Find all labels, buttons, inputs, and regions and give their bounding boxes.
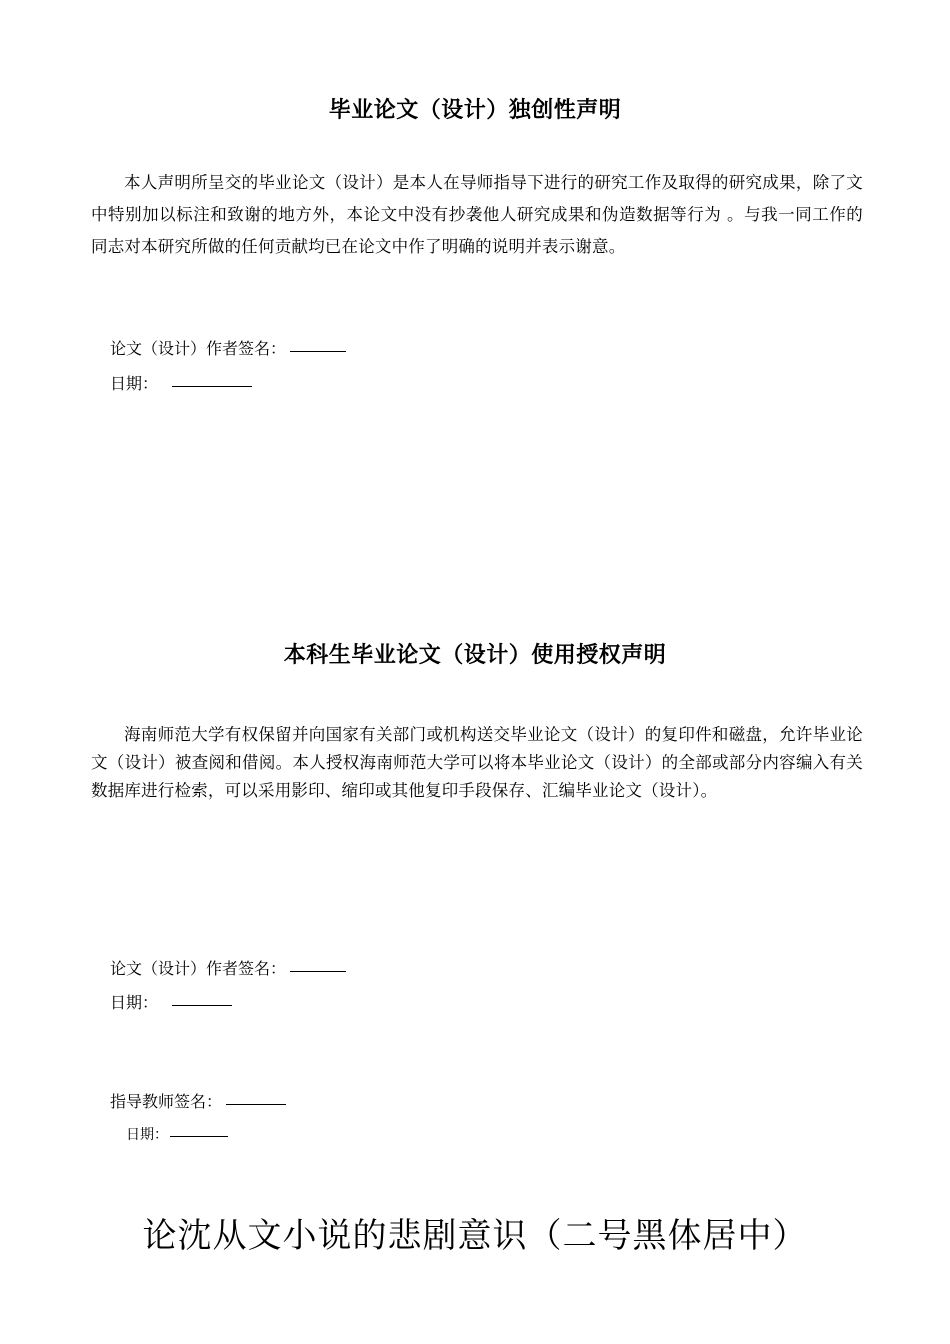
originality-author-signature <box>110 336 346 359</box>
date-blank[interactable] <box>172 385 252 387</box>
originality-title: 毕业论文（设计）独创性声明 <box>328 98 622 123</box>
date-label: 日期： <box>110 993 159 1012</box>
advisor-date <box>126 1124 228 1144</box>
date-blank[interactable] <box>170 1135 228 1137</box>
date-label: 日期： <box>126 1127 168 1143</box>
author-signature-blank[interactable] <box>290 350 346 352</box>
authorization-title: 本科生毕业论文（设计）使用授权声明 <box>283 643 667 668</box>
originality-body: 本人声明所呈交的毕业论文（设计）是本人在导师指导下进行的研究工作及取得的研究成果，除了文中特别加以标注和致谢的地方外，本论文中没有抄袭他人研究成果和伪造数据等行为 。与我一同工作的同志对本研究所做的任何贡献均已在论文中作了明确的说明并表示谢意。 <box>91 173 863 256</box>
advisor-signature <box>110 1089 286 1112</box>
advisor-signature-label: 指导教师签名： <box>110 1092 223 1111</box>
date-blank[interactable] <box>172 1004 232 1006</box>
date-label: 日期： <box>110 374 159 393</box>
thesis-title: 论沈从文小说的悲剧意识（二号黑体居中） <box>142 1216 808 1256</box>
authorization-author-date <box>110 990 232 1013</box>
authorization-author-signature <box>110 956 346 979</box>
originality-date <box>110 371 252 394</box>
author-signature-blank[interactable] <box>290 970 346 972</box>
advisor-signature-blank[interactable] <box>226 1103 286 1105</box>
author-signature-label: 论文（设计）作者签名： <box>110 959 287 978</box>
authorization-body: 海南师范大学有权保留并向国家有关部门或机构送交毕业论文（设计）的复印件和磁盘，允许毕业论文（设计）被查阅和借阅。本人授权海南师范大学可以将本毕业论文（设计）的全部或部分内容编入有关数据库进行检索，可以采用影印、缩印或其他复印手段保存、汇编毕业论文（设计）。 <box>91 725 863 800</box>
author-signature-label: 论文（设计）作者签名： <box>110 339 287 358</box>
